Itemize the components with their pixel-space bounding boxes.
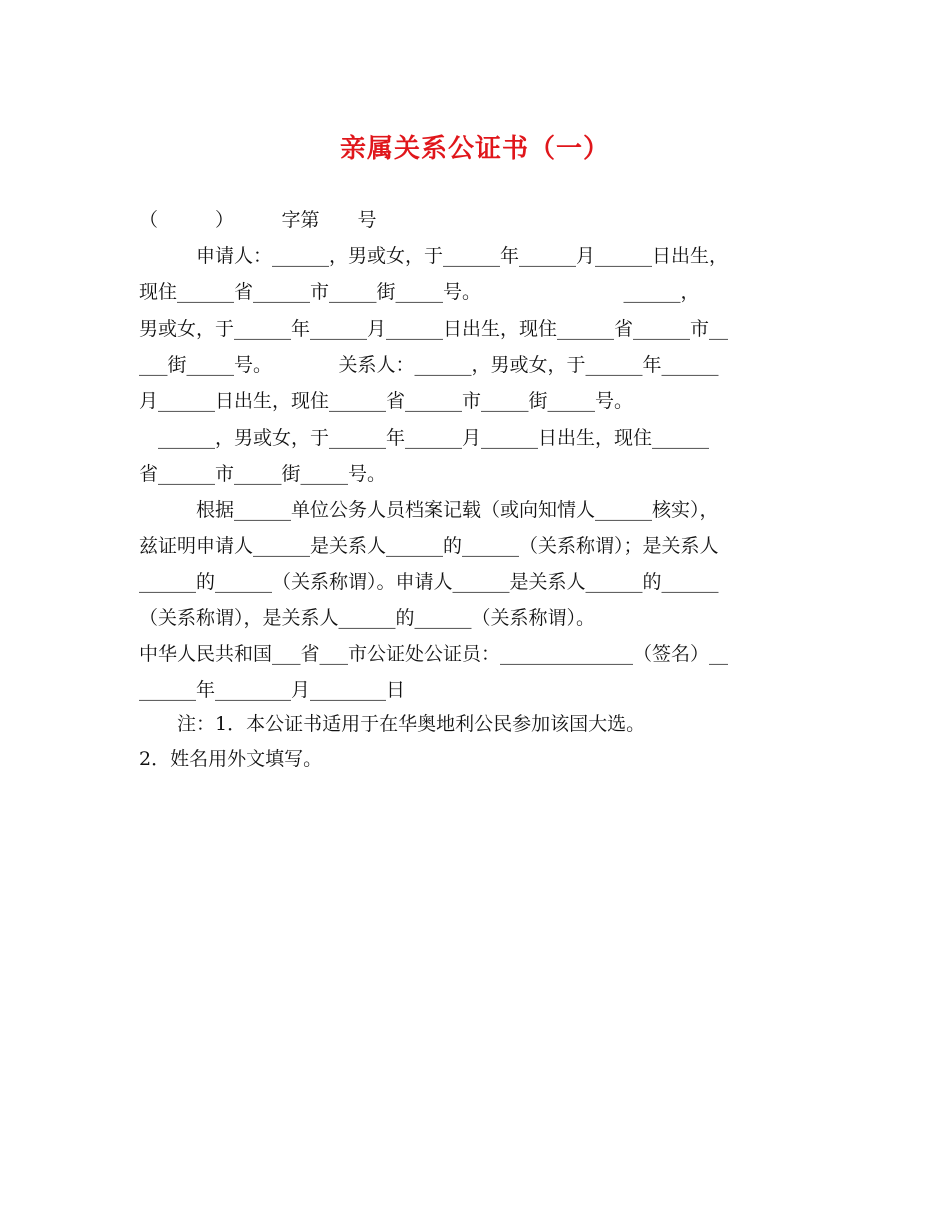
body-line-11: （关系称谓），是关系人______的______（关系称谓）。	[139, 607, 596, 629]
note-line-1: 注：1．本公证书适用于在华奥地利公民参加该国大选。	[139, 713, 646, 735]
body-line-1: 申请人：______，男或女，于______年______月______日出生，	[139, 245, 729, 267]
body-line-9: 兹证明申请人______是关系人______的______（关系称谓）；是关系人	[139, 535, 719, 557]
body-line-2: 现住______省______市_____街_____号。 ______，	[139, 281, 700, 303]
body-line-8: 根据______单位公务人员档案记载（或向知情人______核实），	[139, 499, 719, 521]
body-line-4: ___街_____号。 关系人：______，男或女，于______年______	[139, 354, 719, 376]
body-line-5: 月______日出生，现住______省______市_____街_____号。	[139, 390, 634, 412]
body-line-3: 男或女，于______年______月______日出生，现住______省______市__	[139, 318, 729, 340]
body-line-7: 省______市_____街_____号。	[139, 463, 387, 485]
document-title: 亲属关系公证书（一）	[339, 134, 610, 164]
date-line: ______年________月________日	[139, 679, 406, 701]
notary-signature-line: 中华人民共和国___省___市公证处公证员：______________（签名）__	[139, 643, 729, 665]
body-line-10: ______的______（关系称谓）。申请人______是关系人______的______	[139, 571, 719, 593]
document-number-line: （ ） 字第 号	[139, 209, 377, 231]
note-line-2: 2．姓名用外文填写。	[139, 748, 323, 770]
body-line-6: ______，男或女，于______年______月______日出生，现住______	[139, 427, 710, 449]
